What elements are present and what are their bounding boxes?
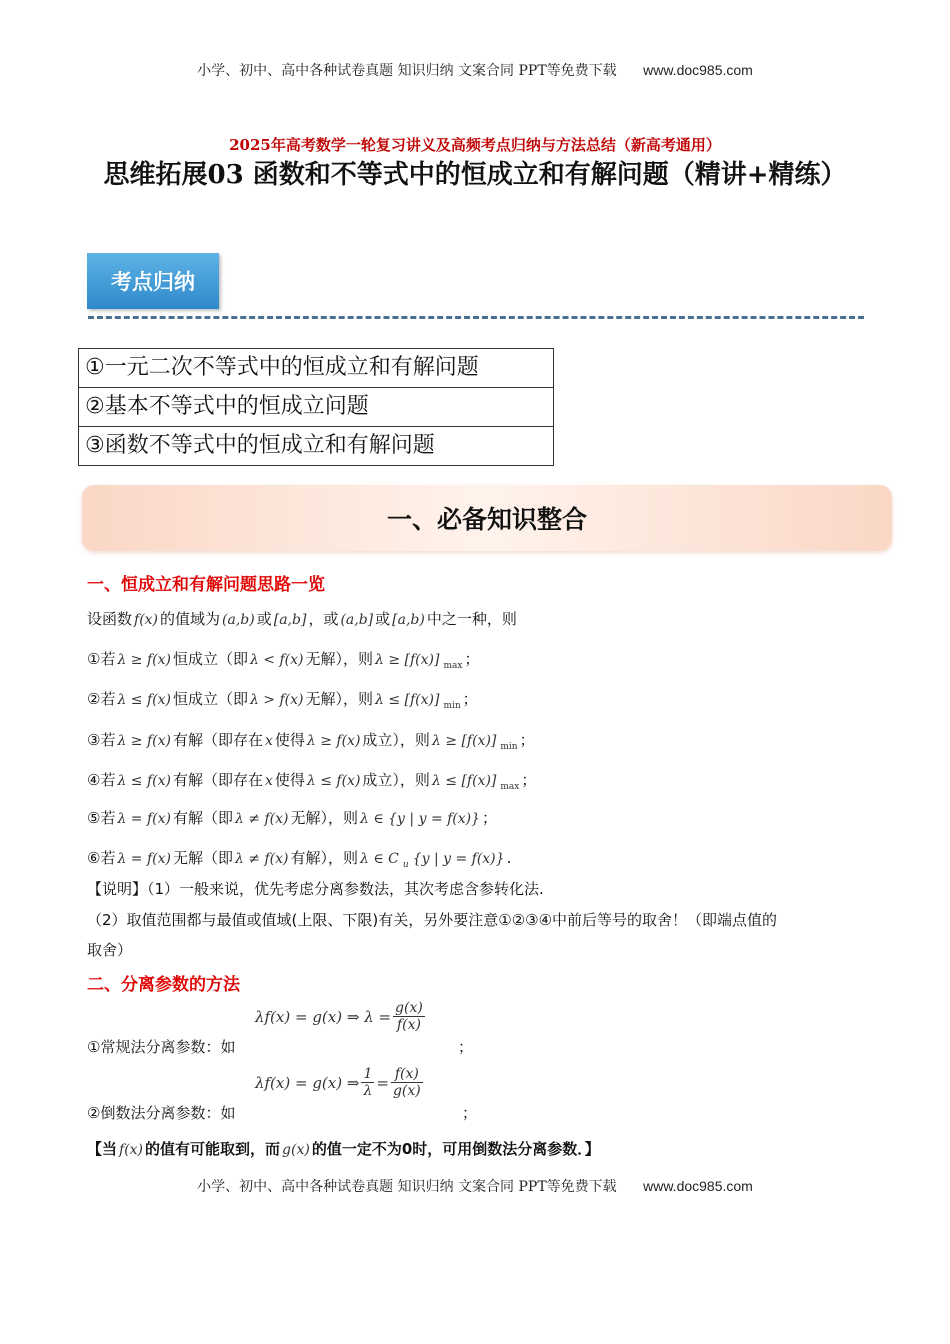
text: 设函数 (87, 610, 133, 628)
math: λ ≠ f(x) (234, 851, 289, 867)
text: 中之一种，则 (426, 610, 517, 628)
fraction (393, 1000, 425, 1033)
rule-item-1 (87, 648, 479, 671)
text: 无解），则 (290, 809, 359, 827)
footer-site[interactable]: www.doc985.com (643, 1178, 753, 1194)
math: λ < f(x) (249, 652, 304, 668)
math: λ = f(x) (117, 851, 171, 867)
math: λf(x) = g(x) ⇒ λ = (255, 1007, 392, 1026)
topic-cell: ③函数不等式中的恒成立和有解问题 (79, 427, 554, 466)
math: λ ≥ f(x) (117, 652, 171, 668)
math: f(x) (134, 612, 159, 628)
text: ，或 (308, 610, 339, 628)
rule-item-3 (87, 729, 535, 752)
doc-title: 思维拓展03 函数和不等式中的恒成立和有解问题（精讲+精练） (103, 160, 847, 190)
text: 有解（即存在 (172, 771, 263, 789)
math: x (264, 773, 273, 789)
math: λ ≥ [f(x)] (375, 652, 440, 668)
text: ③若 (87, 731, 116, 749)
text: 恒成立（即 (172, 650, 248, 668)
rule-item-6 (87, 847, 511, 870)
page-header (0, 60, 950, 80)
fraction (391, 1066, 423, 1099)
math: (a,b] (340, 612, 374, 628)
note-line-3: 取舍） (87, 941, 133, 959)
text: 无解（即 (172, 849, 233, 867)
method-line-2: ②倒数法分离参数：如 (87, 1104, 236, 1122)
math-subscript: max (443, 661, 463, 671)
denominator: λ (363, 1083, 373, 1099)
section-heading-1: 一、恒成立和有解问题思路一览 (87, 575, 325, 595)
text: ； (482, 809, 498, 827)
text: 有解），则 (290, 849, 359, 867)
tip-line (87, 1138, 600, 1159)
math: λ ≤ f(x) (117, 692, 171, 708)
denominator: g(x) (392, 1083, 421, 1099)
math: = (376, 1073, 389, 1092)
text: ； (462, 690, 478, 708)
text: 无解），则 (305, 650, 374, 668)
semicolon: ； (458, 1038, 474, 1056)
math: [a,b) (392, 612, 425, 628)
text: ⑤若 (87, 809, 116, 827)
topic-cell: ②基本不等式中的恒成立问题 (79, 388, 554, 427)
math: {y | y = f(x)} (412, 851, 505, 867)
text: 或 (256, 610, 272, 628)
dashed-divider (88, 316, 864, 319)
page-footer (0, 1176, 950, 1196)
text: 使得 (274, 771, 305, 789)
topic-row (79, 349, 554, 388)
numerator: 1 (363, 1066, 373, 1082)
topic-cell: ①一元二次不等式中的恒成立和有解问题 (79, 349, 554, 388)
rule-item-4 (87, 769, 536, 792)
text: 恒成立（即 (172, 690, 248, 708)
rule-item-2 (87, 688, 478, 711)
math: λ ≥ f(x) (306, 733, 361, 749)
math: g(x) (282, 1142, 310, 1158)
math: λ ≤ f(x) (306, 773, 361, 789)
text: 的值有可能取到，而 (145, 1140, 281, 1158)
header-site[interactable]: www.doc985.com (643, 62, 753, 78)
text: ①若 (87, 650, 116, 668)
section-banner: 一、必备知识整合 (82, 485, 892, 551)
text: ； (464, 650, 480, 668)
fraction (361, 1066, 374, 1099)
note-line-2: （2）取值范围都与最值或值域(上限、下限)有关，另外要注意①②③④中前后等号的取舍！（即端点值的 (87, 911, 778, 929)
math-subscript: max (500, 782, 520, 792)
math: λ > f(x) (249, 692, 304, 708)
math: λ = f(x) (117, 811, 171, 827)
math-subscript: min (443, 701, 461, 711)
text: 的值域为 (160, 610, 221, 628)
footer-text: 小学、初中、高中各种试卷真题 知识归纳 文案合同 PPT等免费下载 (197, 1179, 617, 1195)
text: 的值一定不为0时，可用倒数法分离参数．】 (311, 1140, 600, 1158)
math: λ ≤ f(x) (117, 773, 171, 789)
text: 成立），则 (362, 771, 430, 789)
section-badge: 考点归纳 (87, 253, 219, 309)
text: 无解），则 (305, 690, 374, 708)
section-heading-2: 二、分离参数的方法 (87, 975, 240, 995)
math: λ ≤ [f(x)] (375, 692, 440, 708)
rule-item-5 (87, 807, 497, 828)
text: . (506, 849, 512, 867)
math: λ ∈ {y | y = f(x)} (360, 811, 481, 827)
text: ⑥若 (87, 849, 116, 867)
math: x (264, 733, 273, 749)
text: 成立），则 (362, 731, 430, 749)
numerator: g(x) (395, 1000, 423, 1016)
text: ； (519, 731, 535, 749)
header-text: 小学、初中、高中各种试卷真题 知识归纳 文案合同 PPT等免费下载 (197, 63, 617, 79)
math: λ ≤ [f(x)] (431, 773, 497, 789)
denominator: f(x) (396, 1017, 421, 1033)
text: 或 (375, 610, 391, 628)
math-subscript: min (500, 742, 518, 752)
math: [a,b] (273, 612, 307, 628)
math: (a,b) (222, 612, 255, 628)
math: f(x) (119, 1142, 144, 1158)
topic-row (79, 388, 554, 427)
text: 【当 (87, 1140, 118, 1158)
math: λf(x) = g(x) ⇒ (255, 1073, 360, 1092)
numerator: f(x) (391, 1066, 423, 1083)
note-line-1: 【说明】（1）一般来说，优先考虑分离参数法，其次考虑含参转化法. (87, 880, 544, 898)
math: λ ≥ f(x) (117, 733, 171, 749)
topic-row (79, 427, 554, 466)
equation-2 (255, 1066, 425, 1099)
text: 有解（即 (172, 809, 233, 827)
math: λ ∈ C (360, 851, 399, 867)
math-subscript: u (402, 860, 409, 870)
doc-subtitle: 2025年高考数学一轮复习讲义及高频考点归纳与方法总结（新高考通用） (229, 136, 721, 154)
text: ； (521, 771, 537, 789)
math: λ ≥ [f(x)] (431, 733, 497, 749)
text: 使得 (274, 731, 305, 749)
topic-table (78, 348, 554, 466)
method-line-1: ①常规法分离参数：如 (87, 1038, 236, 1056)
semicolon: ； (462, 1104, 478, 1122)
text: 有解（即存在 (172, 731, 263, 749)
text: ④若 (87, 771, 116, 789)
equation-1 (255, 1000, 427, 1033)
text: ②若 (87, 690, 116, 708)
math: λ ≠ f(x) (234, 811, 289, 827)
intro-line (87, 608, 517, 629)
